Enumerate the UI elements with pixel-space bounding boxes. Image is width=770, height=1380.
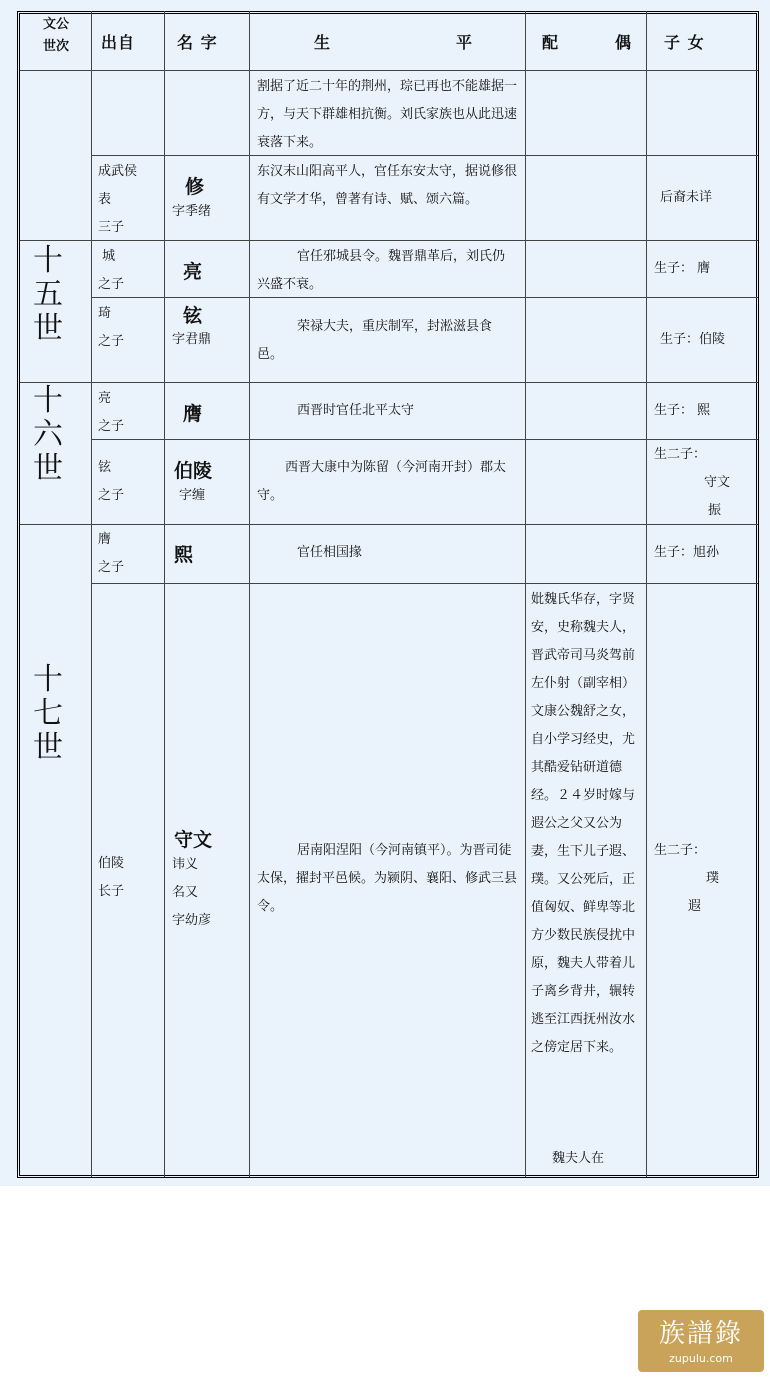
origin-text: 成武侯 表 三子 [98, 164, 138, 235]
life-text: 官任邪城县令。魏晋鼎革后，刘氏仍兴盛不衰。 [257, 249, 506, 292]
header-spouse-1: 配 [542, 33, 560, 52]
children-heading: 生二子： [654, 447, 707, 462]
person-name: 铉 [183, 305, 203, 327]
origin-text: 亮 之子 [98, 391, 125, 434]
row-divider [20, 524, 758, 525]
col-divider [646, 11, 647, 1177]
children-text: 生子：伯陵 [660, 332, 726, 347]
header-spouse-2: 偶 [615, 33, 633, 52]
life-text: 割据了近二十年的荆州，琮已再也不能雄据一方，与天下群雄相抗衡。刘氏家族也从此迅速衰落下来。 [257, 79, 518, 150]
person-alias: 字季绪 [172, 204, 212, 219]
spouse-text: 妣魏氏华存，字贤安，史称魏夫人，晋武帝司马炎驾前左仆射（副宰相）文康公魏舒之女，自小学习经史，尤其酷爱钻研道德经。２４岁时嫁与遐公之父又公为妻，生下儿子遐、璞。又公死后，正值匈奴、鲜卑等北方少数民族侵扰中原，魏夫人带着儿子离乡背井，辗转逃至江西抚州汝水之傍定居下来。 [531, 592, 636, 1055]
zupulu-watermark-logo [638, 1310, 764, 1372]
col-divider [164, 11, 165, 1177]
person-alias: 字缠 [179, 488, 206, 503]
origin-text: 铉 之子 [98, 460, 125, 503]
life-text: 西晋大康中为陈留（今河南开封）郡太守。 [257, 460, 507, 503]
generation-15: 十 五 世 [33, 243, 63, 346]
children-text: 生子： 膺 [654, 261, 711, 276]
col-divider [91, 11, 92, 1177]
child-name: 遐 [688, 899, 702, 914]
col-divider [249, 11, 250, 1177]
header-generation: 文公 世次 [42, 17, 69, 54]
children-text: 生子：旭孙 [654, 545, 720, 560]
spouse-text-tail: 魏夫人在 [552, 1151, 605, 1166]
origin-text: 伯陵 长子 [98, 856, 125, 899]
origin-text: 膺 之子 [98, 532, 125, 575]
child-name: 璞 [706, 871, 720, 886]
origin-text: 城 之子 [98, 249, 125, 292]
origin-text: 琦 之子 [98, 306, 125, 349]
header-divider [20, 70, 758, 71]
person-alias: 字君鼎 [172, 332, 212, 347]
person-name: 伯陵 [174, 460, 213, 482]
header-origin: 出自 [101, 33, 136, 52]
children-text: 后裔未详 [660, 190, 713, 205]
child-name: 守文 [704, 475, 731, 490]
watermark-cn: 族譜錄 [658, 1319, 743, 1349]
children-text: 生子： 熙 [654, 403, 711, 418]
person-name: 修 [185, 176, 205, 198]
header-life-2: 平 [456, 33, 474, 52]
person-alias: 讳义 名又 字幼彦 [172, 857, 212, 928]
col-divider [525, 11, 526, 1177]
child-name: 振 [708, 503, 722, 518]
header-name: 名 字 [177, 33, 218, 52]
row-divider [91, 439, 758, 440]
children-heading: 生二子： [654, 843, 707, 858]
generation-17: 十 七 世 [33, 662, 63, 765]
life-text: 东汉末山阳高平人，官任东安太守，据说修很有文学才华，曾著有诗、赋、颂六篇。 [257, 164, 518, 207]
life-text: 居南阳涅阳（今河南镇平）。为晋司徒太保，擢封平邑候。为颍阴、襄阳、修武三县令。 [257, 843, 518, 914]
person-name: 熙 [174, 544, 194, 566]
header-life-1: 生 [314, 33, 332, 52]
row-divider [91, 583, 758, 584]
generation-16: 十 六 世 [33, 383, 63, 486]
person-name: 守文 [174, 829, 213, 851]
row-divider [20, 382, 758, 383]
header-children: 子 女 [664, 33, 705, 52]
person-name: 膺 [183, 403, 203, 425]
life-text: 西晋时官任北平太守 [297, 403, 415, 418]
person-name: 亮 [183, 261, 203, 283]
watermark-en: zupulu.com [669, 1352, 733, 1365]
life-text: 荣禄大夫，重庆制军，封淞滋县食邑。 [257, 319, 493, 362]
life-text: 官任相国掾 [297, 545, 363, 560]
